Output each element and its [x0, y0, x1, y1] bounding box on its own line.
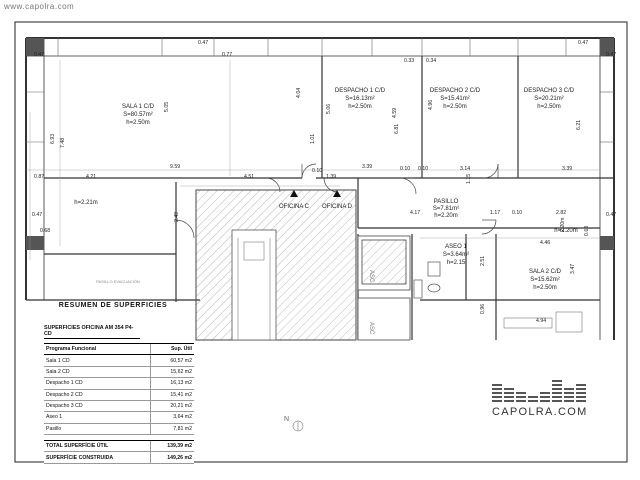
room-height: h=2.50m [348, 104, 372, 110]
dimension-value: 0.47 [198, 40, 209, 46]
dimension-value: 4.96 [428, 99, 434, 110]
room-area: S=15.62m² [530, 277, 560, 283]
dimension-value: 2.51 [480, 255, 486, 266]
dimension-value: 0.87 [34, 174, 45, 180]
row-value: 3,64 m2 [150, 412, 194, 423]
dimension-value: 3.47 [570, 263, 576, 274]
row-label: Pasillo [44, 423, 150, 434]
dimension-value: 1.39 [326, 174, 337, 180]
total-row [44, 452, 194, 463]
row-label: Despacho 2 CD [44, 389, 150, 400]
room-height: h=2.15 [446, 260, 466, 266]
dimension-value: 9.59 [170, 164, 181, 170]
dimension-value: 1.17 [490, 210, 501, 216]
restroom-fixtures [414, 262, 440, 298]
summary-table [44, 343, 194, 464]
dimension-value: 0.63 [584, 225, 590, 236]
surface-summary [44, 302, 194, 464]
row-value: 15,62 m2 [150, 366, 194, 377]
dimension-value: 0.34 [426, 58, 437, 64]
header-label: Programa Funcional [44, 344, 150, 355]
dimension-value: 0.10 [512, 210, 523, 216]
row-label: Sala 2 CD [44, 366, 150, 377]
room-height: h=2.50m [533, 285, 557, 291]
header-value: Sup. Útil [150, 344, 194, 355]
row-value: 20,21 m2 [150, 400, 194, 411]
north-arrow-icon [293, 421, 303, 431]
dimension-value: 7.48 [60, 137, 66, 148]
brand-logo-mark [492, 380, 588, 406]
row-label: Aseo 1 [44, 412, 150, 423]
total-label: SUPERFÍCIE CONSTRUIDA [44, 452, 150, 463]
room-height: h=2.50m [537, 104, 561, 110]
dimension-value: 4.17 [410, 210, 421, 216]
room-area: S=3.64m² [442, 252, 470, 258]
row-value: 15,41 m2 [150, 389, 194, 400]
dimension-value: 6.93 [50, 133, 56, 144]
dimension-value: 4.51 [244, 174, 255, 180]
room-height: h=2.50m [443, 104, 467, 110]
office-label: OFICINA D [321, 204, 353, 210]
dimension-value: 0.47 [32, 212, 43, 218]
elevator-label: ASC [368, 322, 374, 335]
height-label: h=2.20m [554, 228, 578, 234]
office-label: OFICINA C [278, 204, 310, 210]
row-value: 60,57 m2 [150, 355, 194, 366]
watermark-text: www.capolra.com [4, 2, 75, 11]
height-label: h=2.21m [74, 200, 98, 206]
table-row [44, 355, 194, 366]
total-value: 139,39 m2 [150, 441, 194, 452]
dimension-value: 0.10 [400, 166, 411, 172]
dimension-value: 3.39 [562, 166, 573, 172]
dimension-value: 3.14 [460, 166, 471, 172]
row-value: 7,81 m2 [150, 423, 194, 434]
row-value: 16,13 m2 [150, 378, 194, 389]
dimension-value: 5.05 [164, 101, 170, 112]
corridor-note: PASILLO EVACUACIÓN [96, 279, 140, 284]
room-name: DESPACHO 2 C/D [429, 88, 481, 94]
room-name: PASILLO [433, 199, 459, 205]
room-name: SALA 2 C/D [528, 269, 562, 275]
total-value: 149,26 m2 [150, 452, 194, 463]
dimension-value: 0.47 [34, 52, 45, 58]
dimension-value: 4.21 [86, 174, 97, 180]
row-label: Sala 1 CD [44, 355, 150, 366]
total-row [44, 441, 194, 452]
dimension-value: 0.47 [606, 212, 617, 218]
summary-subtitle: SUPERFICIES OFICINA AM 354 P4-CD [44, 325, 140, 339]
table-row [44, 366, 194, 377]
room-name: SALA 1 C/D [121, 104, 155, 110]
dimension-value: 1.15 [466, 173, 472, 184]
building-core [196, 190, 356, 340]
room-name: DESPACHO 3 C/D [523, 88, 575, 94]
brand-name: CAPOLRA.COM [492, 406, 588, 418]
dimension-value: 0.77 [222, 52, 233, 58]
room-area: S=16.13m² [345, 96, 375, 102]
dimension-value: 0.47 [578, 40, 589, 46]
dimension-value: 0.33 [404, 58, 415, 64]
dimension-value: 4.94 [536, 318, 547, 324]
room-area: S=15.41m² [440, 96, 470, 102]
room-height: h=2.50m [126, 120, 150, 126]
room-name: ASEO 1 [445, 244, 467, 250]
dimension-value: 3.39 [362, 164, 373, 170]
room-area: S=7.81m² [432, 206, 460, 212]
table-row [44, 389, 194, 400]
dimension-value: 6.81 [394, 123, 400, 134]
row-label: Despacho 1 CD [44, 378, 150, 389]
total-label: TOTAL SUPERFÍCIE ÚTIL [44, 441, 150, 452]
table-row [44, 400, 194, 411]
room-area: S=20.21m² [534, 96, 564, 102]
dimension-value: 4.04 [296, 87, 302, 98]
dimension-value: 1.01 [310, 133, 316, 144]
dimension-value: 4.46 [540, 240, 551, 246]
room-name: DESPACHO 1 C/D [334, 88, 386, 94]
table-row [44, 412, 194, 423]
dimension-value: 5.06 [326, 103, 332, 114]
dimension-value: 0.96 [480, 303, 486, 314]
dimension-value: 0.10 [312, 168, 323, 174]
room-height: h=2.20m [434, 213, 458, 219]
table-row [44, 423, 194, 434]
dimension-value: 0.47 [606, 52, 617, 58]
elevator-label: ASC [368, 270, 374, 283]
dimension-value: 6.21 [576, 119, 582, 130]
row-label: Despacho 3 CD [44, 400, 150, 411]
dimension-value: 2.20m [560, 217, 566, 232]
dimension-value: 0.10 [418, 166, 429, 172]
elevators [358, 236, 410, 340]
table-header-row [44, 344, 194, 355]
summary-title: RESUMEN DE SUPERFICIES [58, 302, 168, 309]
dimension-value: 0.68 [40, 228, 51, 234]
table-row [44, 378, 194, 389]
north-label: N [284, 416, 290, 423]
dimension-value: 2.49 [174, 211, 180, 222]
dimension-value: 4.59 [392, 107, 398, 118]
room-area: S=80.57m² [123, 112, 153, 118]
brand-logo [492, 380, 588, 418]
dimension-value: 2.82 [556, 210, 567, 216]
